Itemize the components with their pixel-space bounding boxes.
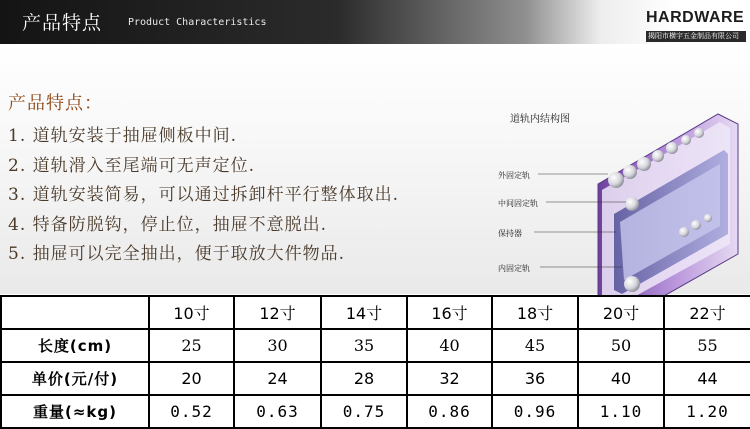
- steel-ball: [608, 172, 624, 188]
- table-cell: 0.75: [321, 395, 407, 428]
- feature-section: [8, 90, 508, 270]
- table-row-length: [1, 329, 750, 362]
- label-retainer: 保持器: [498, 229, 522, 238]
- feature-item: 3. 道轨安装简易，可以通过拆卸杆平行整体取出.: [8, 185, 400, 205]
- spec-table: [0, 295, 750, 429]
- table-cell: 32: [407, 362, 492, 395]
- brand-name: HARDWARE: [646, 9, 745, 26]
- table-corner-cell: [1, 296, 149, 329]
- header-banner: [0, 0, 750, 44]
- table-header-cell: 16寸: [407, 296, 492, 329]
- table-cell: 30: [234, 329, 321, 362]
- table-cell: 36: [492, 362, 578, 395]
- table-header-cell: 22寸: [664, 296, 750, 329]
- table-cell: 20: [149, 362, 234, 395]
- label-inner-rail: 内固定轨: [498, 264, 530, 273]
- table-header-cell: 12寸: [234, 296, 321, 329]
- table-cell: 50: [578, 329, 664, 362]
- feature-item: 5. 抽屉可以完全抽出，便于取放大件物品.: [8, 244, 346, 264]
- row-label-length: 长度(cm): [1, 329, 149, 362]
- page-title: 产品特点: [22, 12, 103, 34]
- table-cell: 45: [492, 329, 578, 362]
- label-middle-rail: 中间固定轨: [498, 199, 538, 208]
- table-cell: 28: [321, 362, 407, 395]
- row-label-price: 单价(元/付): [1, 362, 149, 395]
- table-header-cell: 20寸: [578, 296, 664, 329]
- feature-list: [8, 122, 508, 270]
- table-header-row: [1, 296, 750, 329]
- table-cell: 35: [321, 329, 407, 362]
- table-header-cell: 14寸: [321, 296, 407, 329]
- feature-item: 4. 特备防脱钩，停止位，抽屉不意脱出.: [8, 214, 328, 235]
- table-cell: 1.20: [664, 395, 750, 428]
- table-row-price: [1, 362, 750, 395]
- feature-item: 2. 道轨滑入至尾端可无声定位.: [8, 155, 256, 176]
- table-cell: 1.10: [578, 395, 664, 428]
- label-outer-rail: 外固定轨: [498, 171, 530, 180]
- table-row-weight: [1, 395, 750, 428]
- row-label-weight: 重量(≈kg): [1, 395, 149, 428]
- table-cell: 25: [149, 329, 234, 362]
- table-cell: 40: [407, 329, 492, 362]
- table-cell: 0.63: [234, 395, 321, 428]
- feature-item: 1. 道轨安装于抽屉侧板中间.: [8, 126, 238, 146]
- table-cell: 24: [234, 362, 321, 395]
- table-cell: 0.86: [407, 395, 492, 428]
- table-header-cell: 18寸: [492, 296, 578, 329]
- table-cell: 44: [664, 362, 750, 395]
- table-cell: 0.52: [149, 395, 234, 428]
- page-subtitle: Product Characteristics: [128, 17, 267, 28]
- brand-logo: [646, 8, 750, 44]
- characteristics-panel: [0, 44, 750, 294]
- table-cell: 0.96: [492, 395, 578, 428]
- table-cell: 55: [664, 329, 750, 362]
- brand-company: 揭阳市横宇五金制品有限公司: [646, 31, 746, 42]
- feature-heading: 产品特点：: [8, 93, 103, 114]
- table-header-cell: 10寸: [149, 296, 234, 329]
- diagram-title: 道轨内结构图: [510, 114, 570, 125]
- table-cell: 40: [578, 362, 664, 395]
